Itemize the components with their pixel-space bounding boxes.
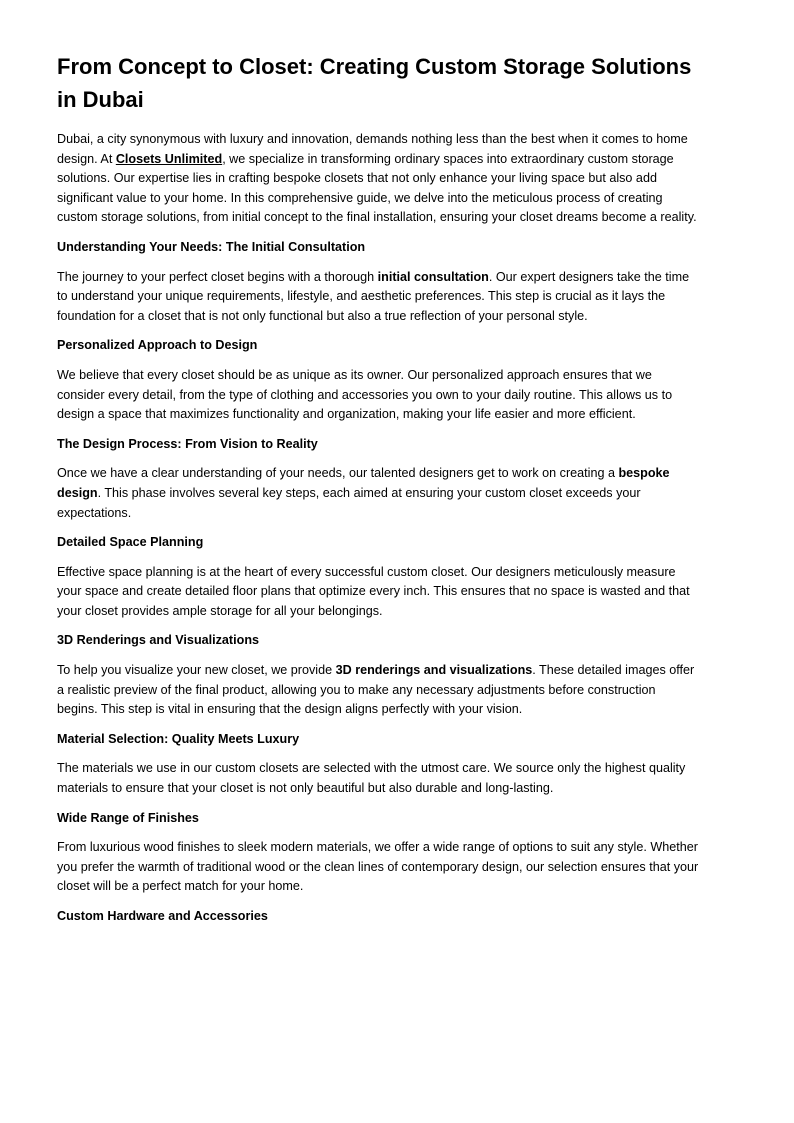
intro-paragraph <box>57 130 699 228</box>
heading-design-process: The Design Process: From Vision to Reality <box>57 436 318 451</box>
consultation-text-end: . Our expert designers take the time to understand your unique requirements, lifestyle, and aesthetic preferences. This step is crucial as it lays the foundation for a closet that is not only functional but also a true reflection of your personal style. <box>57 269 690 323</box>
page-title: From Concept to Closet: Creating Custom Storage Solutions in Dubai <box>57 54 692 112</box>
paragraph-design-process <box>57 464 699 523</box>
heading-3d-renderings: 3D Renderings and Visualizations <box>57 633 260 648</box>
heading-wide-range-finishes: Wide Range of Finishes <box>57 810 199 825</box>
paragraph-3d-renderings <box>57 661 699 720</box>
heading-space-planning: Detailed Space Planning <box>57 535 204 550</box>
paragraph-material-selection: The materials we use in our custom closets are selected with the utmost care. We source only the highest quality materials to ensure that your closet is not only beautiful but also durable and long-lasting. <box>57 761 686 796</box>
paragraph-space-planning: Effective space planning is at the heart of every successful custom closet. Our designers meticulously measure your space and create detailed floor plans that optimize every inch. This ensures that no space is wasted and that your closet provides ample storage for all your belongings. <box>57 564 690 618</box>
renderings-bold: 3D renderings and visualizations <box>335 663 533 678</box>
heading-material-selection: Material Selection: Quality Meets Luxury <box>57 731 300 746</box>
paragraph-initial-consultation <box>57 268 699 327</box>
paragraph-personalized-approach: We believe that every closet should be as unique as its owner. Our personalized approach ensures that we consider every detail, from the type of clothing and accessories you own to your daily routine. This allows us to design a space that maximizes functionality and organization, making your life easier and more efficient. <box>57 367 673 422</box>
renderings-text-end: . These detailed images offer a realistic preview of the final product, allowing you to make any necessary adjustments before construction begins. This step is vital in ensuring that the design aligns perfectly with your vision. <box>57 663 695 717</box>
design-process-text-end: . This phase involves several key steps, each aimed at ensuring your custom closet exceeds your expectations. <box>57 485 641 520</box>
document-page <box>57 50 699 937</box>
heading-initial-consultation: Understanding Your Needs: The Initial Consultation <box>57 239 366 254</box>
paragraph-wide-range-finishes: From luxurious wood finishes to sleek modern materials, we offer a wide range of options to suit any style. Whether you prefer the warmth of traditional wood or the clean lines of contemporary design, our selection ensures that your closet will be a perfect match for your home. <box>57 840 699 894</box>
renderings-text-start: To help you visualize your new closet, we provide <box>57 663 336 678</box>
consultation-text-start: The journey to your perfect closet begins with a thorough <box>57 269 378 284</box>
closets-unlimited-link[interactable]: Closets Unlimited <box>115 151 223 166</box>
design-process-bold: bespoke design <box>57 466 670 500</box>
intro-text-start: Dubai, a city synonymous with luxury and innovation, demands nothing less than the best when it comes to home design. At <box>57 132 688 166</box>
consultation-bold: initial consultation <box>377 269 489 284</box>
heading-personalized-approach: Personalized Approach to Design <box>57 338 258 353</box>
heading-custom-hardware: Custom Hardware and Accessories <box>57 909 268 923</box>
intro-text-end: , we specialize in transforming ordinary spaces into extraordinary custom storage solutions. Our expertise lies in crafting bespoke closets that not only enhance your living space but also add significant value to your home. In this comprehensive guide, we delve into the meticulous process of creating custom storage solutions, from initial concept to the final installation, ensuring your closet dreams become a reality. <box>57 151 697 225</box>
design-process-text-start: Once we have a clear understanding of your needs, our talented designers get to work on creating a <box>57 466 619 481</box>
